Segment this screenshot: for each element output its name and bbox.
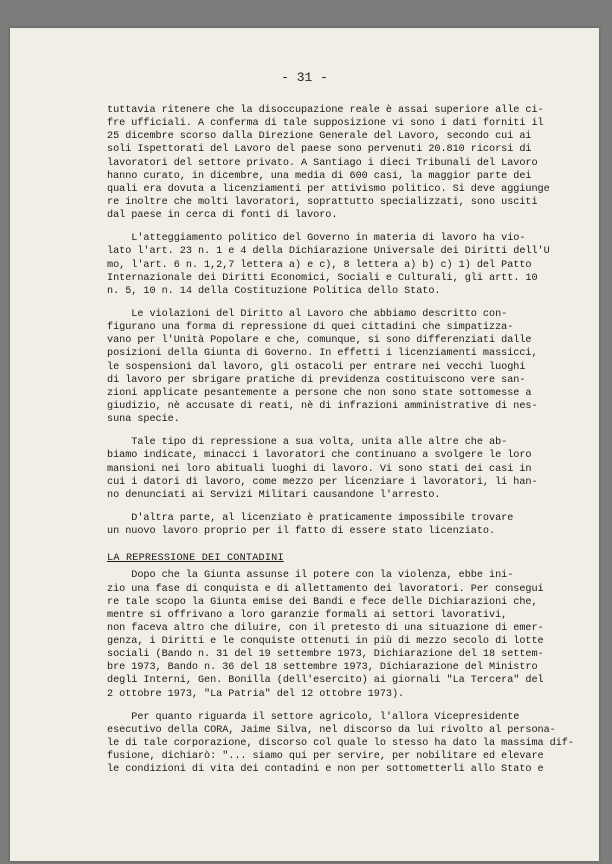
text-line: sociali (Bando n. 31 del 19 settembre 1973, Dichiarazione del 18 settem- (107, 649, 544, 661)
paragraph (107, 232, 579, 298)
text-line: giudizio, nè accusate di reati, nè di infrazioni amministrative di nes- (107, 400, 538, 412)
text-line: D'altra parte, al licenziato è praticamente impossibile trovare (107, 512, 514, 524)
text-line: no denunciati ai Servizi Militari causandone l'arresto. (107, 489, 441, 501)
text-line: genza, i Diritti e le conquiste ottenuti in più di mezzo secolo di lotte (107, 636, 544, 648)
text-line: suna specie. (107, 414, 180, 426)
text-line: tuttavia ritenere che la disoccupazione reale è assai superiore alle ci- (107, 105, 544, 116)
text-line: re tale scopo la Giunta emise dei Bandi e fece delle Dichiarazioni che, (107, 596, 538, 608)
text-line: zio una fase di conquista e di allettamento dei lavoratori. Per consegui (107, 583, 544, 595)
text-line: mo, l'art. 6 n. 1,2,7 lettera a) e c), 8 lettera a) b) c) 1) del Patto (107, 259, 532, 271)
document-body (107, 104, 579, 776)
text-line: L'atteggiamento politico del Governo in materia di lavoro ha vio- (107, 233, 526, 245)
text-line: un nuovo lavoro proprio per il fatto di essere stato licenziato. (107, 526, 496, 538)
text-line: biamo indicate, minacci i lavoratori che continuano a svolgere le loro (107, 450, 532, 462)
text-line: cui i datori di lavoro, come mezzo per licenziare i lavoratori, li han- (107, 476, 538, 488)
text-line: 2 ottobre 1973, "La Patria" del 12 ottobre 1973). (107, 688, 405, 700)
text-line: posizioni della Giunta di Governo. In effetti i licenziamenti massicci, (107, 348, 538, 360)
text-line: vano per l'Unità Popolare e che, comunque, si sono differenziati dalle (107, 335, 532, 347)
text-line: le condizioni di vita dei contadini e non per sottometterli allo Stato e (107, 764, 544, 776)
document-page (10, 28, 599, 861)
text-line: figurano una forma di repressione di quei cittadini che simpatizza- (107, 322, 514, 334)
text-line: fusione, dichiarò: "... siamo qui per servire, per nobilitare ed elevare (107, 751, 544, 763)
text-line: soli Ispettorati del Lavoro del paese sono pervenuti 20.810 ricorsi di (107, 144, 532, 156)
text-line: quali era dovuta a licenziamenti per attivismo politico. Si deve aggiunge (107, 183, 550, 195)
page-number: - 31 - (281, 70, 328, 85)
text-line: Tale tipo di repressione a sua volta, unita alle altre che ab- (107, 437, 508, 449)
text-line: degli Interni, Gen. Bonilla (dell'esercito) ai giornali "La Tercera" del (107, 675, 544, 687)
section-heading: LA REPRESSIONE DEI CONTADINI (107, 553, 284, 565)
text-line: non faceva altro che diluire, con il pretesto di una situazione di emer- (107, 622, 544, 634)
text-line: Le violazioni del Diritto al Lavoro che abbiamo descritto con- (107, 308, 508, 320)
paragraph (107, 104, 579, 222)
text-line: 25 dicembre scorso dalla Direzione Generale del Lavoro, secondo cui ai (107, 131, 532, 143)
text-line: Dopo che la Giunta assunse il potere con la violenza, ebbe ini- (107, 570, 514, 582)
text-line: dal paese in cerca di fonti di lavoro. (107, 210, 338, 222)
text-line: re inoltre che molti lavoratori, soprattutto specializzati, sono usciti (107, 196, 538, 208)
text-line: hanno curato, in dicembre, una media di 600 casi, la maggior parte dei (107, 170, 532, 182)
paragraph (107, 436, 579, 502)
text-line: mentre si offrivano a loro garanzie formali ai settori lavorativi, (107, 609, 508, 621)
text-line: Per quanto riguarda il settore agricolo, l'allora Vicepresidente (107, 711, 520, 723)
text-line: le sospensioni dal lavoro, gli ostacoli per entrare nei vecchi luoghi (107, 361, 526, 373)
paragraph (107, 711, 579, 777)
text-line: mansioni nei loro abituali luoghi di lavoro. Vi sono stati dei casi in (107, 463, 532, 475)
paragraph (107, 308, 579, 426)
text-line: fre ufficiali. A conferma di tale supposizione vi sono i dati forniti il (107, 118, 544, 130)
text-line: Internazionale dei Diritti Economici, Sociali e Culturali, gli artt. 10 (107, 272, 538, 284)
paragraph (107, 512, 579, 538)
text-line: bre 1973, Bando n. 36 del 18 settembre 1973, Dichiarazione del Ministro (107, 662, 538, 674)
paragraph (107, 569, 579, 700)
text-line: le di tale corporazione, discorso col quale lo stesso ha dato la massima dif- (107, 738, 574, 750)
text-line: esecutivo della CORA, Jaime Silva, nel discorso da lui rivolto al persona- (107, 724, 556, 736)
text-line: zioni applicate pesantemente a persone che non sono state sottomesse a (107, 387, 532, 399)
text-line: lato l'art. 23 n. 1 e 4 della Dichiarazione Universale dei Diritti dell'U (107, 246, 550, 258)
text-line: n. 5, 10 n. 14 della Costituzione Politica dello Stato. (107, 285, 441, 297)
text-line: lavoratori del settore privato. A Santiago i dieci Tribunali del Lavoro (107, 157, 538, 169)
text-line: di lavoro per sbrigare pratiche di previdenza costituiscono vere san- (107, 374, 526, 386)
